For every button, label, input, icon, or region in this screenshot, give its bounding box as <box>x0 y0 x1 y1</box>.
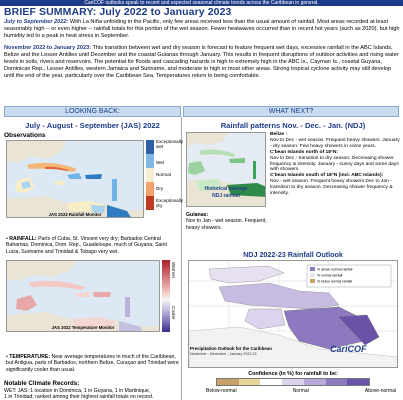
ndj-section-title: Rainfall patterns Nov. - Dec. - Jan. (NDJ) <box>220 121 366 130</box>
ndj-regions-notes <box>270 132 400 197</box>
outlook-caption-1: Precipitation Outlook for the Caribbean <box>190 346 272 351</box>
c18n-label: C'bean Islands north of 18°N: <box>270 149 339 155</box>
summary-text-jas: With La Niña unfolding in the Pacific, only few areas received less than the usual amount of rainfall. Most areas recorded at least seasonably high -- or even higher -- rainfall totals for this portion of the wet season. Fewer heatwaves occurred than in recent hot years (such as 2020), but high humidity led to a peak in heat stress in September. <box>4 19 400 39</box>
records-line-2: 1 in Trinidad; ranked among their highest rainfall totals on record. <box>4 394 154 400</box>
outlook-legend-normal: % normal rainfall <box>317 273 343 278</box>
guianas-note <box>186 212 272 231</box>
rainfall-note-text: Parts of Cuba, St. Vincent very dry; Barbados Central Bahamas, Dominica, Dom. Rep., Guadeloupe, much of Guyana, Saint Lucia, Suriname and Trinidad & Tobago very wet. <box>6 236 167 255</box>
confidence-label-above: Above-normal <box>364 388 396 394</box>
historical-map-caption-2: NDJ rainfall <box>212 193 240 199</box>
confidence-labels <box>206 388 396 394</box>
records-text <box>4 388 180 400</box>
legend-label-cooler: Cooler <box>171 306 176 320</box>
temperature-map-caption: JAS 2022 Temperature Monitor <box>51 325 115 330</box>
rainfall-monitor-map <box>6 140 144 218</box>
confidence-swatch-4 <box>304 379 326 385</box>
historical-map-caption-1: Historical average <box>204 186 248 192</box>
belize-label: Belize : <box>270 132 288 137</box>
confidence-title: Confidence (in %) for rainfall to be: <box>248 371 338 377</box>
what-next-header: WHAT NEXT? <box>183 106 399 117</box>
summary-paragraph-jas <box>4 19 400 40</box>
outlook-legend-below: % below normal rainfall <box>317 279 353 284</box>
legend-normal <box>146 168 154 182</box>
confidence-swatch-5 <box>326 379 348 385</box>
temperature-legend-bar <box>162 260 170 332</box>
summary-text-ndj: This transition between wet and dry season is forecast to feature frequent wet days, excessive rainfall in the ABC Islands, Belize and the Lesser Antilles until December and the coastal Guianas through January. This results in frequent disruptions of outdoor activities and rising water levels in soils, rivers and reservoirs. The potential for floods and cascading hazards is high to extremely high in the ABC Is., Cayman Is., coastal Guyana, Dominican Rep., Lesser Antilles, western Jamaica and Suriname, and moderate to high in most other areas. Strong tropical cyclone activity may still develop until the end of the year, particularly over the Caribbean Sea. Temperatures return to being comfortable. <box>4 45 399 79</box>
confidence-swatch-1 <box>239 379 261 385</box>
legend-label-dry: Dry <box>156 186 164 191</box>
summary-lead-ndj: November 2022 to January 2023: <box>4 45 92 51</box>
temperature-note-text: Near average temperatures in much of the Caribbean, but Antigua, parts of Barbados, northern Belize, Curaçao and Trinidad were significantly cooler than usual. <box>6 354 179 373</box>
legend-exceptionally-wet <box>146 140 154 154</box>
c18s-label: C'bean Islands south of 18°N (incl. ABC Islands): <box>270 173 384 179</box>
outlook-caption-2: November - December - January 2022-23 <box>190 352 257 356</box>
confidence-colorbar <box>216 378 370 386</box>
temperature-map-graphic <box>7 261 160 332</box>
legend-label-exceptionally-wet: Exceptionally wet <box>156 139 184 149</box>
rainfall-map-graphic <box>7 141 144 218</box>
legend-label-exceptionally-dry: Exceptionally dry <box>156 198 184 208</box>
rainfall-note: • RAINFALL: Parts of Cuba, St. Vincent very dry; Barbados Central Bahamas, Dominica, Dom. Rep., Guadeloupe, much of Guyana, Saint Lucia, Suriname and Trinidad & Tobago very wet. <box>6 236 167 255</box>
confidence-swatch-2 <box>260 379 282 385</box>
caricof-logo: CariCOF <box>330 344 367 354</box>
outlook-legend-above: % above normal rainfall <box>317 267 353 272</box>
summary-paragraph-ndj <box>4 45 400 80</box>
rainfall-map-caption: JAS 2022 Rainfall Monitor <box>48 212 102 217</box>
confidence-swatch-3 <box>282 379 304 385</box>
jas-section-title: July - August - September (JAS) 2022 <box>25 121 160 130</box>
outlook-title: NDJ 2022-23 Rainfall Outlook <box>243 250 343 259</box>
temperature-monitor-map <box>6 260 160 332</box>
top-banner: CariCOF outlooks speak to recent and expected seasonal climate trends across the Caribbean in general. <box>0 0 403 6</box>
c18s-text: Nov - wet season. Frequent heavy showers Dec to Jan - transition to dry season. Decreasing shower frequency & intensity. <box>270 179 393 197</box>
confidence-label-normal: Normal <box>292 388 309 394</box>
confidence-label-below: Below-normal <box>206 388 237 394</box>
legend-dry <box>146 182 154 196</box>
temperature-note-label: TEMPERATURE: <box>9 354 51 360</box>
records-title: Notable Climate Records: <box>4 380 80 387</box>
records-line-1: WET: JAS: 1 location in Dominica, 1 in Guyana, 1 in Martinique, <box>4 388 151 394</box>
confidence-swatch-6 <box>347 379 369 385</box>
guianas-text: Nov to Jan - wet season. Frequent, heavy showers. <box>186 218 267 231</box>
column-divider <box>181 117 182 400</box>
summary-lead-jas: July to September 2022: <box>4 19 69 25</box>
observations-label: Observations <box>4 132 46 139</box>
guianas-label: Guianas: <box>186 212 209 218</box>
looking-back-header: LOOKING BACK: <box>4 106 181 117</box>
legend-label-wet: Wet <box>156 160 165 165</box>
legend-wet <box>146 154 154 168</box>
rainfall-note-label: RAINFALL: <box>9 236 37 242</box>
belize-text: Nov to Dec - wet season. Frequent heavy showers. January - dry season. Few heavy showers in some years. <box>270 137 400 149</box>
legend-label-warmer: Warmer <box>171 262 176 279</box>
legend-exceptionally-dry <box>146 196 154 210</box>
page-title: BRIEF SUMMARY: July 2022 to January 2023 <box>4 6 232 18</box>
temperature-note: • TEMPERATURE: Near average temperatures in much of the Caribbean, but Antigua, parts of Barbados, northern Belize, Curaçao and Trinidad were significantly cooler than usual. <box>6 354 179 373</box>
confidence-swatch-0 <box>217 379 239 385</box>
legend-label-normal: Normal <box>156 172 171 177</box>
c18n-text: Nov to Dec - transition to dry season. Decreasing shower frequency & intensity. January - sunny days and some days with showers. <box>270 155 399 173</box>
